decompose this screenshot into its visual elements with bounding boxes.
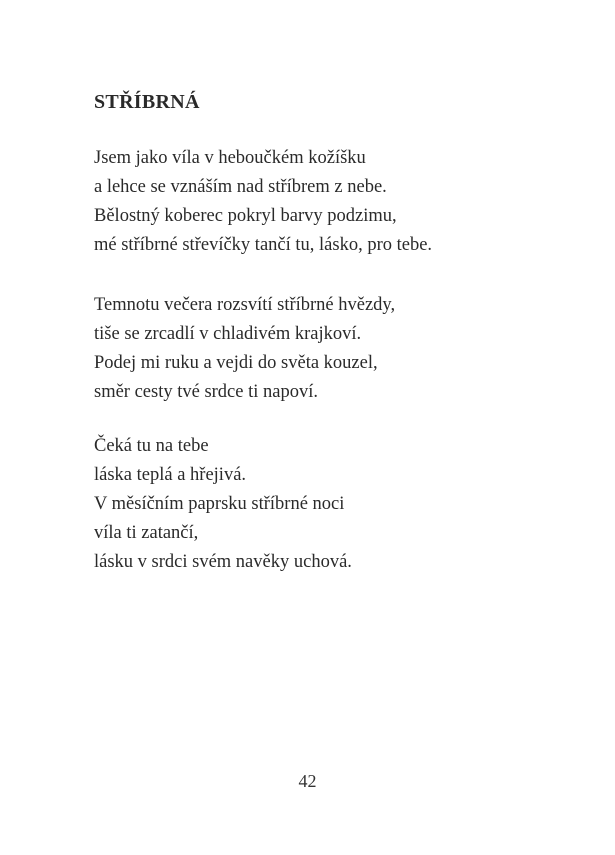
poem-line: tiše se zrcadlí v chladivém krajkoví. [94,324,362,344]
stanza-3 [94,432,352,577]
page-number: 42 [298,771,317,791]
poem-line: Podej mi ruku a vejdi do světa kouzel, [94,353,378,373]
poem-line: Temnotu večera rozsvítí stříbrné hvězdy, [94,295,396,315]
poem-line: mé stříbrné střevíčky tančí tu, lásko, pro tebe. [94,235,433,255]
poem-line: Jsem jako víla v heboučkém kožíšku [94,148,366,168]
poem-line: V měsíčním paprsku stříbrné noci [94,494,345,514]
poem-line: Čeká tu na tebe [94,436,209,456]
poem-line: lásku v srdci svém navěky uchová. [94,552,352,572]
poem-line: směr cesty tvé srdce ti napoví. [94,382,318,402]
poem-line: a lehce se vznáším nad stříbrem z nebe. [94,177,387,197]
poem-line: víla ti zatančí, [94,523,199,543]
poem-title: STŘÍBRNÁ [94,91,200,113]
poem-line: Bělostný koberec pokryl barvy podzimu, [94,206,397,226]
stanza-1 [94,144,432,260]
poem-line: láska teplá a hřejivá. [94,465,247,485]
stanza-2 [94,291,395,407]
